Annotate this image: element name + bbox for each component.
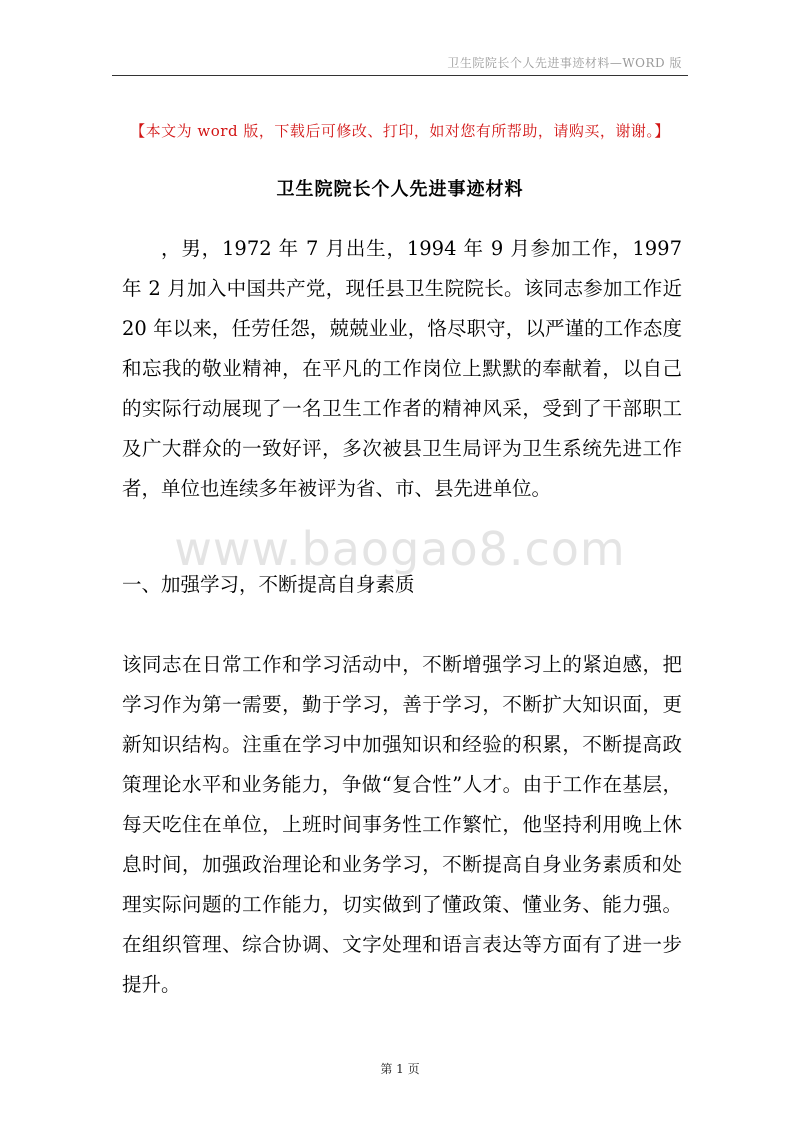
page-number: 第 1 页: [380, 1062, 420, 1076]
header-divider: [112, 75, 688, 76]
section-1-paragraph: 该同志在日常工作和学习活动中，不断增强学习上的紧迫感，把学习作为第一需要，勤于学习，善于学习，不断扩大知识面，更新知识结构。注重在学习中加强知识和经验的积累，不断提高政策理论水平和业务能力，争做“复合性”人才。由于工作在基层，每天吃住在单位，上班时间事务性工作繁忙，他坚持利用晚上休息时间，加强政治理论和业务学习，不断提高自身业务素质和处理实际问题的工作能力，切实做到了懂政策、懂业务、能力强。在组织管理、综合协调、文字处理和语言表达等方面有了进一步提升。: [122, 653, 682, 996]
intro-paragraph: ，男，1972 年 7 月出生，1994 年 9 月参加工作，1997 年 2 月加入中国共产党，现任县卫生院院长。该同志参加工作近 20 年以来，任劳任怨，兢兢业业，恪尽职守，以严谨的工作态度和忘我的敬业精神，在平凡的工作岗位上默默的奉献着，以自己的实际行动展现了一名卫生工作者的精神风采，受到了干部职工及广大群众的一致好评，多次被县卫生局评为卫生系统先进工作者，单位也连续多年被评为省、市、县先进单位。: [122, 237, 682, 500]
watermark-text: www.baogao8.com: [174, 522, 626, 576]
running-header-title: 卫生院院长个人先进事迹材料—WORD 版: [447, 56, 682, 70]
purchase-notice: 【本文为 word 版，下载后可修改、打印，如对您有所帮助，请购买，谢谢。】: [130, 122, 670, 140]
section-heading-1: 一、加强学习，不断提高自身素质: [122, 573, 415, 596]
document-title: 卫生院院长个人先进事迹材料: [276, 179, 524, 200]
